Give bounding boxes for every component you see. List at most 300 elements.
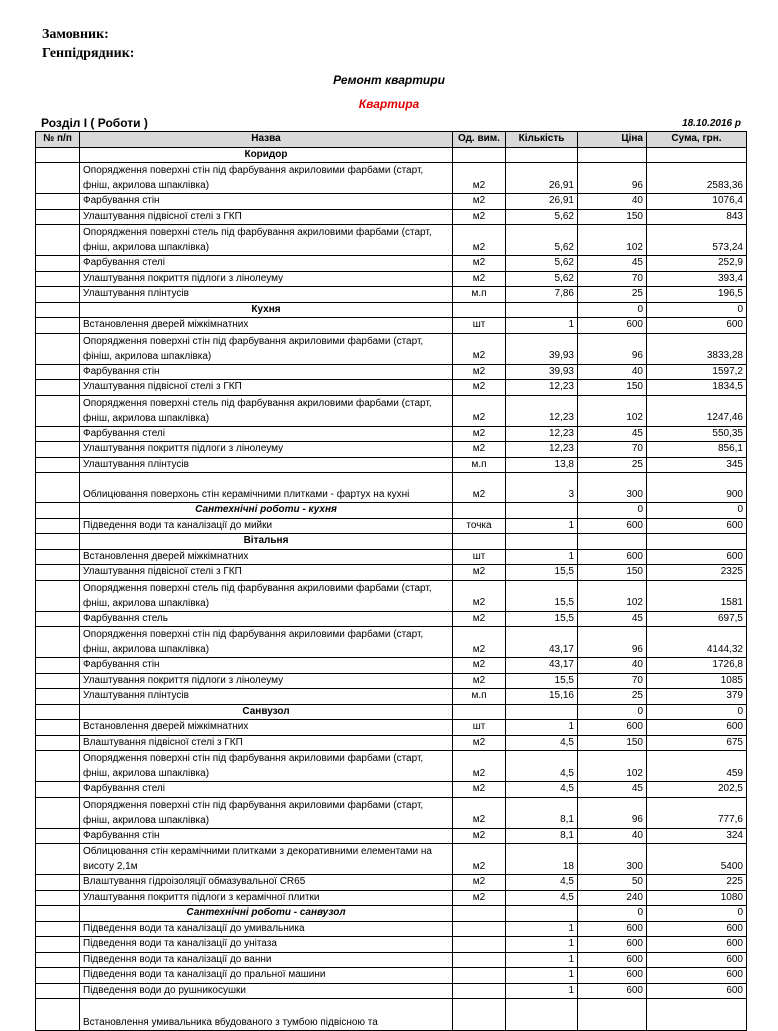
name-cell: Опорядження поверхні стін під фарбування акриловими фарбами (старт, фініш, акрилова шпаклівка) — [80, 333, 453, 364]
unit-cell — [453, 906, 506, 922]
document-subtitle: Квартира — [358, 97, 420, 111]
sum-cell: 600 — [647, 921, 747, 937]
num-cell — [36, 395, 80, 426]
unit-cell: м2 — [453, 333, 506, 364]
price-cell: 70 — [578, 673, 647, 689]
name-cell: Улаштування плінтусів — [80, 689, 453, 705]
name-cell: Санвузол — [80, 704, 453, 720]
name-cell: Улаштування підвісної стелі з ГКП — [80, 565, 453, 581]
name-cell: Фарбування стелі — [80, 782, 453, 798]
unit-cell: м2 — [453, 163, 506, 194]
price-cell: 96 — [578, 163, 647, 194]
table-category-row — [36, 147, 747, 163]
price-cell: 300 — [578, 473, 647, 503]
table-row — [36, 473, 747, 503]
sum-cell: 900 — [647, 473, 747, 503]
table-row — [36, 442, 747, 458]
price-cell — [578, 534, 647, 550]
table-row — [36, 256, 747, 272]
table-row — [36, 890, 747, 906]
unit-cell: м2 — [453, 751, 506, 782]
unit-cell — [453, 302, 506, 318]
quantity-cell: 1 — [506, 983, 578, 999]
sum-cell: 1076,4 — [647, 194, 747, 210]
sum-cell: 777,6 — [647, 797, 747, 828]
quantity-cell: 5,62 — [506, 271, 578, 287]
quantity-cell: 13,8 — [506, 457, 578, 473]
sum-cell: 600 — [647, 549, 747, 565]
quantity-cell: 12,23 — [506, 426, 578, 442]
unit-cell: м2 — [453, 673, 506, 689]
quantity-cell: 12,23 — [506, 380, 578, 396]
unit-cell: м2 — [453, 611, 506, 627]
customer-label: Замовник: — [42, 27, 109, 42]
num-cell — [36, 952, 80, 968]
table-row — [36, 875, 747, 891]
sum-cell: 600 — [647, 968, 747, 984]
quantity-cell: 26,91 — [506, 194, 578, 210]
num-cell — [36, 380, 80, 396]
quantity-cell: 5,62 — [506, 209, 578, 225]
name-cell: Улаштування підвісної стелі з ГКП — [80, 380, 453, 396]
price-cell: 600 — [578, 952, 647, 968]
sum-cell: 2325 — [647, 565, 747, 581]
unit-cell: шт — [453, 318, 506, 334]
num-cell — [36, 549, 80, 565]
sum-cell: 1247,46 — [647, 395, 747, 426]
unit-cell: м2 — [453, 890, 506, 906]
num-cell — [36, 689, 80, 705]
quantity-cell: 39,93 — [506, 333, 578, 364]
price-cell: 40 — [578, 828, 647, 844]
name-cell: Улаштування плінтусів — [80, 287, 453, 303]
table-row — [36, 782, 747, 798]
quantity-cell: 1 — [506, 968, 578, 984]
unit-cell: м2 — [453, 473, 506, 503]
table-row — [36, 828, 747, 844]
quantity-cell: 3 — [506, 473, 578, 503]
quantity-cell: 15,5 — [506, 580, 578, 611]
unit-cell: м2 — [453, 797, 506, 828]
table-row — [36, 225, 747, 256]
price-cell: 600 — [578, 968, 647, 984]
quantity-cell: 12,23 — [506, 395, 578, 426]
sum-cell: 0 — [647, 302, 747, 318]
name-cell: Підведення води та каналізації до мийки — [80, 518, 453, 534]
quantity-cell: 15,5 — [506, 611, 578, 627]
name-cell: Облицювання поверхонь стін керамічними плитками - фартух на кухні — [80, 473, 453, 503]
num-cell — [36, 333, 80, 364]
name-cell: Фарбування стелі — [80, 256, 453, 272]
sum-cell: 0 — [647, 704, 747, 720]
sum-cell: 4144,32 — [647, 627, 747, 658]
table-row — [36, 364, 747, 380]
quantity-cell — [506, 534, 578, 550]
name-cell: Опорядження поверхні стін під фарбування акриловими фарбами (старт, фніш, акрилова шпаклівка) — [80, 627, 453, 658]
name-cell: Підведення води до рушникосушки — [80, 983, 453, 999]
section-title: Розділ І ( Роботи ) — [41, 116, 148, 130]
num-cell — [36, 147, 80, 163]
num-cell — [36, 720, 80, 736]
price-cell: 70 — [578, 442, 647, 458]
table-row — [36, 937, 747, 953]
name-cell: Улаштування покриття підлоги з керамічної плитки — [80, 890, 453, 906]
table-row — [36, 735, 747, 751]
num-cell — [36, 503, 80, 519]
name-cell: Улаштування покриття підлоги з лінолеуму — [80, 442, 453, 458]
quantity-cell: 1 — [506, 318, 578, 334]
name-cell: Опорядження поверхні стін під фарбування акриловими фарбами (старт, фніш, акрилова шпаклівка) — [80, 163, 453, 194]
table-row — [36, 380, 747, 396]
sum-cell: 1080 — [647, 890, 747, 906]
unit-cell: м2 — [453, 442, 506, 458]
price-cell: 600 — [578, 983, 647, 999]
sum-cell: 675 — [647, 735, 747, 751]
quantity-cell: 1 — [506, 937, 578, 953]
sum-cell: 5400 — [647, 844, 747, 875]
sum-cell: 1597,2 — [647, 364, 747, 380]
num-cell — [36, 735, 80, 751]
unit-cell: точка — [453, 518, 506, 534]
sum-cell: 573,24 — [647, 225, 747, 256]
quantity-cell — [506, 999, 578, 1031]
quantity-cell: 7,86 — [506, 287, 578, 303]
unit-cell — [453, 534, 506, 550]
price-cell — [578, 147, 647, 163]
quantity-cell: 1 — [506, 720, 578, 736]
num-cell — [36, 673, 80, 689]
price-cell: 600 — [578, 518, 647, 534]
price-cell: 96 — [578, 797, 647, 828]
quantity-cell — [506, 906, 578, 922]
name-cell: Коридор — [80, 147, 453, 163]
table-category-row — [36, 534, 747, 550]
price-cell: 150 — [578, 735, 647, 751]
sum-cell: 196,5 — [647, 287, 747, 303]
price-cell: 70 — [578, 271, 647, 287]
quantity-cell: 4,5 — [506, 751, 578, 782]
price-cell: 102 — [578, 395, 647, 426]
price-cell: 0 — [578, 503, 647, 519]
table-row — [36, 720, 747, 736]
unit-cell: шт — [453, 549, 506, 565]
num-cell — [36, 983, 80, 999]
num-cell — [36, 364, 80, 380]
num-cell — [36, 627, 80, 658]
sum-cell: 1085 — [647, 673, 747, 689]
sum-cell: 459 — [647, 751, 747, 782]
num-cell — [36, 828, 80, 844]
table-row — [36, 163, 747, 194]
name-cell: Опорядження поверхні стін під фарбування акриловими фарбами (старт, фніш, акрилова шпаклівка) — [80, 751, 453, 782]
name-cell: Сантехнічні роботи - санвузол — [80, 906, 453, 922]
num-cell — [36, 457, 80, 473]
sum-cell: 1726,8 — [647, 658, 747, 674]
sum-cell: 1834,5 — [647, 380, 747, 396]
price-cell: 102 — [578, 751, 647, 782]
quantity-cell: 5,62 — [506, 256, 578, 272]
num-cell — [36, 163, 80, 194]
unit-cell — [453, 704, 506, 720]
unit-cell: м2 — [453, 380, 506, 396]
price-cell: 45 — [578, 611, 647, 627]
unit-cell: м2 — [453, 194, 506, 210]
price-cell: 45 — [578, 256, 647, 272]
price-cell: 96 — [578, 627, 647, 658]
quantity-cell: 43,17 — [506, 627, 578, 658]
name-cell: Фарбування стін — [80, 364, 453, 380]
quantity-cell: 4,5 — [506, 890, 578, 906]
unit-cell: м.п — [453, 287, 506, 303]
name-cell: Опорядження поверхні стель під фарбування акриловими фарбами (старт, фніш, акрилова шпаклівка) — [80, 395, 453, 426]
sum-cell: 345 — [647, 457, 747, 473]
table-row — [36, 751, 747, 782]
quantity-cell: 4,5 — [506, 735, 578, 751]
table-row — [36, 209, 747, 225]
price-cell: 600 — [578, 318, 647, 334]
unit-cell: м2 — [453, 565, 506, 581]
unit-cell: м2 — [453, 782, 506, 798]
sum-cell: 202,5 — [647, 782, 747, 798]
document-date: 18.10.2016 р — [682, 118, 741, 129]
price-cell: 600 — [578, 549, 647, 565]
price-cell: 25 — [578, 457, 647, 473]
quantity-cell: 1 — [506, 921, 578, 937]
table-row — [36, 673, 747, 689]
unit-cell — [453, 937, 506, 953]
table-row — [36, 658, 747, 674]
unit-cell: м2 — [453, 256, 506, 272]
price-cell: 150 — [578, 380, 647, 396]
quantity-cell: 1 — [506, 952, 578, 968]
document-title: Ремонт квартири — [333, 73, 445, 87]
name-cell: Опорядження поверхні стін під фарбування акриловими фарбами (старт, фніш, акрилова шпаклівка) — [80, 797, 453, 828]
table-row — [36, 333, 747, 364]
name-cell: Улаштування покриття підлоги з лінолеуму — [80, 271, 453, 287]
unit-cell: м2 — [453, 426, 506, 442]
unit-cell — [453, 952, 506, 968]
table-row — [36, 797, 747, 828]
price-cell: 45 — [578, 426, 647, 442]
price-cell: 0 — [578, 704, 647, 720]
name-cell: Фарбування стелі — [80, 426, 453, 442]
price-cell — [578, 999, 647, 1031]
unit-cell: м2 — [453, 271, 506, 287]
price-cell: 0 — [578, 302, 647, 318]
num-cell — [36, 318, 80, 334]
num-cell — [36, 565, 80, 581]
table-category-row — [36, 503, 747, 519]
num-cell — [36, 473, 80, 503]
sum-cell — [647, 534, 747, 550]
table-category-row — [36, 906, 747, 922]
price-cell: 102 — [578, 225, 647, 256]
unit-cell: м2 — [453, 735, 506, 751]
name-cell: Вітальня — [80, 534, 453, 550]
num-cell — [36, 580, 80, 611]
unit-cell: м2 — [453, 844, 506, 875]
quantity-cell: 26,91 — [506, 163, 578, 194]
num-cell — [36, 906, 80, 922]
table-row — [36, 921, 747, 937]
table-row — [36, 194, 747, 210]
table-row — [36, 689, 747, 705]
num-cell — [36, 225, 80, 256]
table-header-row — [36, 132, 747, 148]
unit-cell: шт — [453, 720, 506, 736]
num-cell — [36, 209, 80, 225]
unit-cell: м.п — [453, 457, 506, 473]
unit-cell: м2 — [453, 875, 506, 891]
num-cell — [36, 875, 80, 891]
num-cell — [36, 442, 80, 458]
name-cell: Улаштування плінтусів — [80, 457, 453, 473]
unit-cell — [453, 983, 506, 999]
name-cell: Підведення води та каналізації до умивальника — [80, 921, 453, 937]
col-header-quantity: Кількість — [506, 132, 578, 148]
price-cell: 600 — [578, 937, 647, 953]
num-cell — [36, 890, 80, 906]
name-cell: Кухня — [80, 302, 453, 318]
name-cell: Улаштування підвісної стелі з ГКП — [80, 209, 453, 225]
table-row — [36, 318, 747, 334]
name-cell: Улаштування покриття підлоги з лінолеуму — [80, 673, 453, 689]
name-cell: Влаштування підвісної стелі з ГКП — [80, 735, 453, 751]
quantity-cell: 8,1 — [506, 797, 578, 828]
sum-cell: 600 — [647, 983, 747, 999]
quantity-cell: 4,5 — [506, 782, 578, 798]
num-cell — [36, 287, 80, 303]
num-cell — [36, 426, 80, 442]
num-cell — [36, 611, 80, 627]
sum-cell: 600 — [647, 318, 747, 334]
table-row — [36, 287, 747, 303]
sum-cell: 697,5 — [647, 611, 747, 627]
price-cell: 45 — [578, 782, 647, 798]
col-header-unit: Од. вим. — [453, 132, 506, 148]
price-cell: 102 — [578, 580, 647, 611]
sum-cell: 856,1 — [647, 442, 747, 458]
col-header-price: Ціна — [578, 132, 647, 148]
estimate-table-wrapper — [35, 131, 747, 1031]
table-row — [36, 968, 747, 984]
name-cell: Встановлення дверей міжкімнатних — [80, 720, 453, 736]
price-cell: 240 — [578, 890, 647, 906]
table-row — [36, 457, 747, 473]
price-cell: 25 — [578, 689, 647, 705]
price-cell: 40 — [578, 364, 647, 380]
num-cell — [36, 968, 80, 984]
num-cell — [36, 921, 80, 937]
num-cell — [36, 658, 80, 674]
quantity-cell: 15,16 — [506, 689, 578, 705]
unit-cell — [453, 999, 506, 1031]
sum-cell: 600 — [647, 518, 747, 534]
price-cell: 150 — [578, 565, 647, 581]
name-cell: Підведення води та каналізації до ванни — [80, 952, 453, 968]
table-category-row — [36, 704, 747, 720]
num-cell — [36, 302, 80, 318]
table-row — [36, 983, 747, 999]
price-cell: 40 — [578, 658, 647, 674]
sum-cell: 3833,28 — [647, 333, 747, 364]
name-cell: Опорядження поверхні стель під фарбування акриловими фарбами (старт, фніш, акрилова шпаклівка) — [80, 225, 453, 256]
sum-cell: 1581 — [647, 580, 747, 611]
unit-cell — [453, 147, 506, 163]
num-cell — [36, 937, 80, 953]
sum-cell: 324 — [647, 828, 747, 844]
num-cell — [36, 194, 80, 210]
table-row — [36, 426, 747, 442]
quantity-cell — [506, 302, 578, 318]
table-row — [36, 518, 747, 534]
price-cell: 96 — [578, 333, 647, 364]
table-row — [36, 580, 747, 611]
sum-cell: 2583,36 — [647, 163, 747, 194]
sum-cell: 550,35 — [647, 426, 747, 442]
price-cell: 600 — [578, 921, 647, 937]
sum-cell: 600 — [647, 937, 747, 953]
num-cell — [36, 797, 80, 828]
quantity-cell: 43,17 — [506, 658, 578, 674]
table-row — [36, 271, 747, 287]
sum-cell: 393,4 — [647, 271, 747, 287]
unit-cell: м2 — [453, 225, 506, 256]
unit-cell: м2 — [453, 580, 506, 611]
col-header-sum: Сума, грн. — [647, 132, 747, 148]
num-cell — [36, 271, 80, 287]
num-cell — [36, 534, 80, 550]
unit-cell: м2 — [453, 627, 506, 658]
name-cell: Фарбування стін — [80, 194, 453, 210]
unit-cell: м.п — [453, 689, 506, 705]
name-cell: Влаштування гідроізоляції обмазувальної CR65 — [80, 875, 453, 891]
table-category-row — [36, 302, 747, 318]
unit-cell — [453, 503, 506, 519]
table-row — [36, 999, 747, 1031]
num-cell — [36, 782, 80, 798]
col-header-number: № п/п — [36, 132, 80, 148]
quantity-cell: 18 — [506, 844, 578, 875]
unit-cell: м2 — [453, 364, 506, 380]
sum-cell: 600 — [647, 720, 747, 736]
unit-cell — [453, 921, 506, 937]
table-row — [36, 952, 747, 968]
price-cell: 300 — [578, 844, 647, 875]
quantity-cell: 4,5 — [506, 875, 578, 891]
contractor-label: Генпідрядник: — [42, 46, 135, 61]
unit-cell: м2 — [453, 828, 506, 844]
unit-cell — [453, 968, 506, 984]
name-cell: Фарбування стін — [80, 828, 453, 844]
unit-cell: м2 — [453, 209, 506, 225]
num-cell — [36, 751, 80, 782]
num-cell — [36, 844, 80, 875]
name-cell: Встановлення дверей міжкімнатних — [80, 318, 453, 334]
price-cell: 25 — [578, 287, 647, 303]
table-row — [36, 549, 747, 565]
unit-cell: м2 — [453, 658, 506, 674]
num-cell — [36, 704, 80, 720]
table-row — [36, 627, 747, 658]
quantity-cell — [506, 503, 578, 519]
quantity-cell — [506, 704, 578, 720]
price-cell: 600 — [578, 720, 647, 736]
price-cell: 50 — [578, 875, 647, 891]
quantity-cell — [506, 147, 578, 163]
sum-cell: 0 — [647, 503, 747, 519]
name-cell: Підведення води та каналізації до унітаза — [80, 937, 453, 953]
